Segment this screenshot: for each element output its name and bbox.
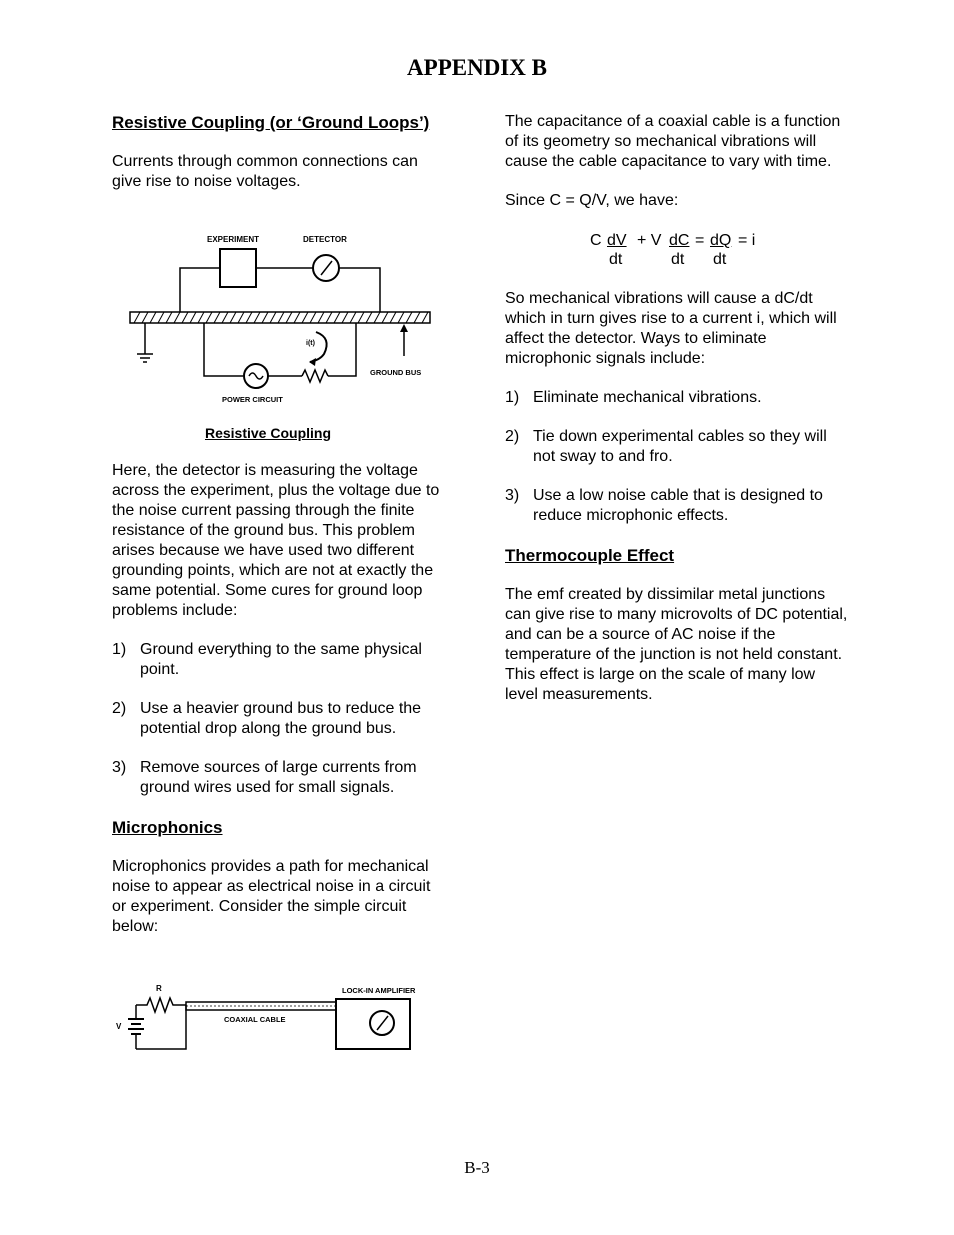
paragraph-thermocouple: The emf created by dissimilar metal junctions can give rise to many microvolts of DC potential, and can be a source of AC noise if the temperature of the junction is not held constant. This effect is large on the scale of many low level measurements. [505, 586, 848, 703]
page-number: B-3 [464, 1158, 490, 1177]
figure-caption: Resistive Coupling [204, 425, 332, 441]
heading-thermocouple: Thermocouple Effect [505, 546, 675, 565]
list-item: 2) Tie down experimental cables so they will not sway to and fro. [505, 428, 827, 465]
paragraph-detector: Here, the detector is measuring the voltage across the experiment, plus the voltage due to the noise current passing through the finite resistance of the ground bus. This problem arises because we have used two different grounding points, which are not at exactly the same potential. Some cures for ground loop problems include: [112, 462, 440, 619]
label-detector: DETECTOR [303, 235, 347, 244]
left-column [112, 112, 448, 1064]
list-microphonic-cures [505, 388, 850, 526]
label-v: V [116, 1022, 122, 1031]
heading-resistive-coupling: Resistive Coupling (or ‘Ground Loops’) [112, 113, 430, 132]
list-item: 3) Remove sources of large currents from ground wires used for small signals. [112, 759, 417, 796]
label-coaxial-cable: COAXIAL CABLE [224, 1015, 286, 1024]
label-r: R [156, 984, 162, 993]
list-item: 1) Ground everything to the same physical point. [112, 641, 422, 678]
label-ground-bus: GROUND BUS [370, 368, 422, 377]
list-item: 3) Use a low noise cable that is designed to reduce microphonic effects. [505, 487, 823, 524]
paragraph-since: Since C = Q/V, we have: [505, 192, 679, 209]
label-current: i(t) [306, 340, 315, 347]
paragraph-intro: Currents through common connections can give rise to noise voltages. [112, 153, 418, 190]
heading-microphonics: Microphonics [112, 818, 223, 837]
right-column [505, 112, 850, 705]
paragraph-vibrations: So mechanical vibrations will cause a dC/dt which in turn gives rise to a current i, which will affect the detector. Ways to eliminate microphonic signals include: [505, 290, 837, 367]
list-ground-loop-cures [112, 640, 448, 798]
paragraph-capacitance: The capacitance of a coaxial cable is a function of its geometry so mechanical vibrations will cause the cable capacitance to vary with time. [505, 113, 841, 170]
label-lock-in: LOCK-IN AMPLIFIER [342, 986, 416, 995]
resistive-coupling-diagram [112, 216, 448, 416]
microphonics-diagram [112, 969, 432, 1059]
figure-microphonics [112, 969, 448, 1064]
list-item: 1) Eliminate mechanical vibrations. [505, 389, 762, 406]
label-experiment: EXPERIMENT [207, 235, 260, 244]
list-item: 2) Use a heavier ground bus to reduce the potential drop along the ground bus. [112, 700, 422, 737]
equation: C dV + V dC = dQ = i dt dt dt [590, 232, 756, 268]
paragraph-microphonics: Microphonics provides a path for mechanical noise to appear as electrical noise in a circuit or experiment. Consider the simple circuit below: [112, 858, 431, 935]
figure-resistive-coupling [112, 216, 448, 442]
page-title: APPENDIX B [407, 55, 547, 80]
label-power-circuit: POWER CIRCUIT [222, 395, 283, 404]
